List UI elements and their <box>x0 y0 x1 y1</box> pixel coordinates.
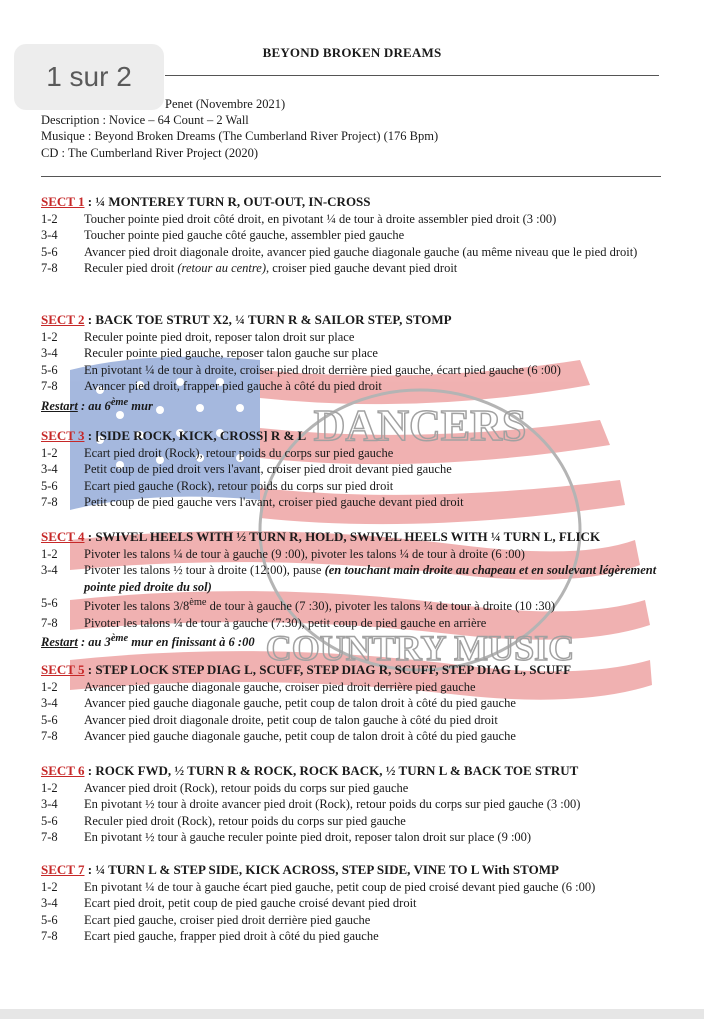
step-desc: Avancer pied droit (Rock), retour poids du corps sur pied gauche <box>84 780 409 795</box>
section-label: SECT 1 <box>41 194 85 209</box>
step-count: 7-8 <box>41 729 58 743</box>
step-row <box>41 895 681 912</box>
restart-sup: ème <box>110 396 129 408</box>
section-6 <box>41 763 681 846</box>
step-row <box>41 211 681 228</box>
step-row <box>41 227 681 244</box>
step-count: 7-8 <box>41 929 58 943</box>
step-count: 3-4 <box>41 896 58 910</box>
step-count: 5-6 <box>41 813 58 828</box>
step-count: 1-2 <box>41 329 58 344</box>
section-label: SECT 3 <box>41 428 85 443</box>
cd-line: CD : The Cumberland River Project (2020) <box>41 146 259 160</box>
step-desc: En pivotant ¼ de tour à droite, croiser pied droit derrière pied gauche, écart pied gauche (6 :00) <box>84 362 561 377</box>
step-desc <box>84 595 681 615</box>
step-desc: Avancer pied droit, frapper pied gauche à côté du pied droit <box>84 379 382 393</box>
step-row <box>41 461 681 478</box>
section-heading <box>41 862 681 879</box>
step-desc: Ecart pied gauche, croiser pied droit derrière pied gauche <box>84 912 371 927</box>
step-count: 3-4 <box>41 462 58 476</box>
step-desc <box>84 260 681 277</box>
step-count: 5-6 <box>41 596 58 610</box>
step-desc: Avancer pied droit diagonale droite, petit coup de talon gauche à côté du pied droit <box>84 712 498 727</box>
step-desc: Ecart pied droit, petit coup de pied gauche croisé devant pied droit <box>84 896 417 910</box>
section-title: : BACK TOE STRUT X2, ¼ TURN R & SAILOR STEP, STOMP <box>84 312 452 327</box>
step-count: 3-4 <box>41 563 58 577</box>
description-line: Description : Novice – 64 Count – 2 Wall <box>41 113 249 127</box>
step-row <box>41 780 681 797</box>
step-row <box>41 829 681 846</box>
section-heading <box>41 428 681 445</box>
restart-note <box>41 631 681 651</box>
step-note: (en touchant main droite au chapeau et en soulevant légèrement pointe pied droite du sol) <box>84 563 657 594</box>
section-label: SECT 6 <box>41 763 85 778</box>
step-desc-part: Pivoter les talons ½ tour à droite (12:00), pause <box>84 563 325 577</box>
section-title: : SWIVEL HEELS WITH ½ TURN R, HOLD, SWIVEL HEELS WITH ¼ TURN L, FLICK <box>84 529 601 544</box>
section-4 <box>41 529 681 651</box>
step-desc: Reculer pointe pied gauche, reposer talon gauche sur place <box>84 346 378 360</box>
section-3 <box>41 428 681 511</box>
step-desc: Reculer pied droit (Rock), retour poids du corps sur pied gauche <box>84 813 406 828</box>
step-desc: Pivoter les talons ¼ de tour à gauche (7:30), petit coup de pied gauche en arrière <box>84 615 487 630</box>
step-count: 1-2 <box>41 211 58 226</box>
step-row <box>41 478 681 495</box>
step-row <box>41 494 681 511</box>
step-desc: Ecart pied droit (Rock), retour poids du corps sur pied gauche <box>84 445 394 460</box>
step-count: 1-2 <box>41 546 58 561</box>
step-count: 1-2 <box>41 679 58 694</box>
restart-label: Restart <box>41 635 78 650</box>
step-desc: En pivotant ½ tour à gauche reculer pointe pied droit, reposer talon droit sur place (9 :00) <box>84 830 532 844</box>
step-row <box>41 260 681 277</box>
step-row <box>41 813 681 830</box>
section-2 <box>41 312 681 414</box>
step-row <box>41 562 681 595</box>
step-desc-part: de tour à gauche (7 :30), pivoter les talons ¼ de tour à droite (10 :30) <box>206 599 556 614</box>
restart-note <box>41 395 681 415</box>
step-desc: Ecart pied gauche (Rock), retour poids du corps sur pied droit <box>84 478 394 493</box>
restart-text: mur <box>128 398 153 413</box>
step-row <box>41 445 681 462</box>
step-desc: Pivoter les talons ¼ de tour à gauche (9 :00), pivoter les talons ¼ de tour à droite (6 :00) <box>84 546 525 561</box>
section-heading <box>41 662 681 679</box>
step-row <box>41 615 681 632</box>
watermark-text-bottom: COUNTRY MUSIC <box>265 628 575 668</box>
step-row <box>41 796 681 813</box>
section-heading <box>41 763 681 780</box>
section-title: : STEP LOCK STEP DIAG L, SCUFF, STEP DIAG R, SCUFF, STEP DIAG L, SCUFF <box>84 662 572 677</box>
step-count: 7-8 <box>41 615 58 630</box>
step-desc: Ecart pied gauche, frapper pied droit à côté du pied gauche <box>84 929 379 943</box>
step-desc: Toucher pointe pied droit côté droit, en pivotant ¼ de tour à droite assembler pied droit (3 :00) <box>84 211 557 226</box>
step-row <box>41 244 681 261</box>
choreographer: Penet (Novembre 2021) <box>165 97 286 111</box>
step-desc: En pivotant ¼ de tour à gauche écart pied gauche, petit coup de pied croisé devant pied gauche (6 :00) <box>84 879 596 894</box>
step-count: 3-4 <box>41 346 58 360</box>
page-indicator: 1 sur 2 <box>14 44 164 110</box>
step-row <box>41 378 681 395</box>
step-row <box>41 546 681 563</box>
viewer-bottom-bar <box>0 1009 704 1019</box>
title-divider <box>165 75 659 76</box>
step-desc-part: Pivoter les talons 3/8 <box>84 599 190 614</box>
section-5 <box>41 662 681 745</box>
step-count: 7-8 <box>41 495 58 509</box>
step-count: 5-6 <box>41 362 58 377</box>
step-row <box>41 879 681 896</box>
restart-text: : au 6 <box>77 398 111 413</box>
section-7 <box>41 862 681 945</box>
section-heading <box>41 312 681 329</box>
section-title: : ¼ TURN L & STEP SIDE, KICK ACROSS, STEP SIDE, VINE TO L With STOMP <box>84 862 559 877</box>
restart-sup: ème <box>110 633 129 645</box>
restart-text: mur en finissant à 6 :00 <box>128 635 255 650</box>
section-heading <box>41 529 681 546</box>
step-count: 3-4 <box>41 228 58 242</box>
section-title: : ¼ MONTEREY TURN R, OUT-OUT, IN-CROSS <box>84 194 371 209</box>
step-count: 7-8 <box>41 261 58 275</box>
step-row <box>41 595 681 615</box>
step-row <box>41 362 681 379</box>
step-count: 3-4 <box>41 797 58 811</box>
step-desc-part: , croiser pied gauche devant pied droit <box>266 261 458 275</box>
step-desc: Petit coup de pied droit vers l'avant, croiser pied droit devant pied gauche <box>84 462 452 476</box>
step-desc: Toucher pointe pied gauche côté gauche, assembler pied gauche <box>84 228 405 242</box>
step-count: 1-2 <box>41 879 58 894</box>
step-count: 7-8 <box>41 830 58 844</box>
step-desc: Avancer pied droit diagonale droite, avancer pied gauche diagonale gauche (au même niveau que le pied droit) <box>84 244 638 259</box>
step-desc <box>84 562 681 595</box>
step-desc: Petit coup de pied gauche vers l'avant, croiser pied gauche devant pied droit <box>84 495 464 509</box>
section-label: SECT 5 <box>41 662 85 677</box>
watermark-text-top: DANCERS <box>313 401 527 450</box>
step-count: 1-2 <box>41 780 58 795</box>
section-label: SECT 4 <box>41 529 85 544</box>
step-row <box>41 695 681 712</box>
step-count: 5-6 <box>41 244 58 259</box>
step-count: 5-6 <box>41 712 58 727</box>
section-title: : [SIDE ROCK, KICK, CROSS] R & L <box>84 428 307 443</box>
step-desc: Avancer pied gauche diagonale gauche, petit coup de talon droit à côté du pied gauche <box>84 696 516 710</box>
step-row <box>41 712 681 729</box>
step-row <box>41 928 681 945</box>
dance-title: BEYOND BROKEN DREAMS <box>262 45 442 60</box>
step-desc: Avancer pied gauche diagonale gauche, petit coup de talon droit à côté du pied gauche <box>84 729 516 743</box>
step-desc: Avancer pied gauche diagonale gauche, croiser pied droit derrière pied gauche <box>84 679 476 694</box>
meta-divider <box>41 176 661 177</box>
section-label: SECT 7 <box>41 862 85 877</box>
step-row <box>41 345 681 362</box>
step-note: (retour au centre) <box>177 261 267 275</box>
step-count: 5-6 <box>41 912 58 927</box>
step-count: 7-8 <box>41 379 58 393</box>
step-sup: ème <box>189 597 207 608</box>
restart-label: Restart <box>41 398 78 413</box>
step-row <box>41 912 681 929</box>
music-line: Musique : Beyond Broken Dreams (The Cumberland River Project) (176 Bpm) <box>41 129 439 143</box>
step-count: 3-4 <box>41 696 58 710</box>
restart-text: : au 3 <box>77 635 111 650</box>
step-desc: En pivotant ½ tour à droite avancer pied droit (Rock), retour poids du corps sur pied gauche (3 :00) <box>84 797 581 811</box>
section-1 <box>41 194 681 277</box>
section-heading <box>41 194 681 211</box>
step-row <box>41 329 681 346</box>
step-desc: Reculer pointe pied droit, reposer talon droit sur place <box>84 329 355 344</box>
step-count: 5-6 <box>41 478 58 493</box>
step-count: 1-2 <box>41 445 58 460</box>
step-row <box>41 679 681 696</box>
section-title: : ROCK FWD, ½ TURN R & ROCK, ROCK BACK, ½ TURN L & BACK TOE STRUT <box>84 763 579 778</box>
step-row <box>41 728 681 745</box>
section-label: SECT 2 <box>41 312 85 327</box>
step-desc-part: Reculer pied droit <box>84 261 178 275</box>
